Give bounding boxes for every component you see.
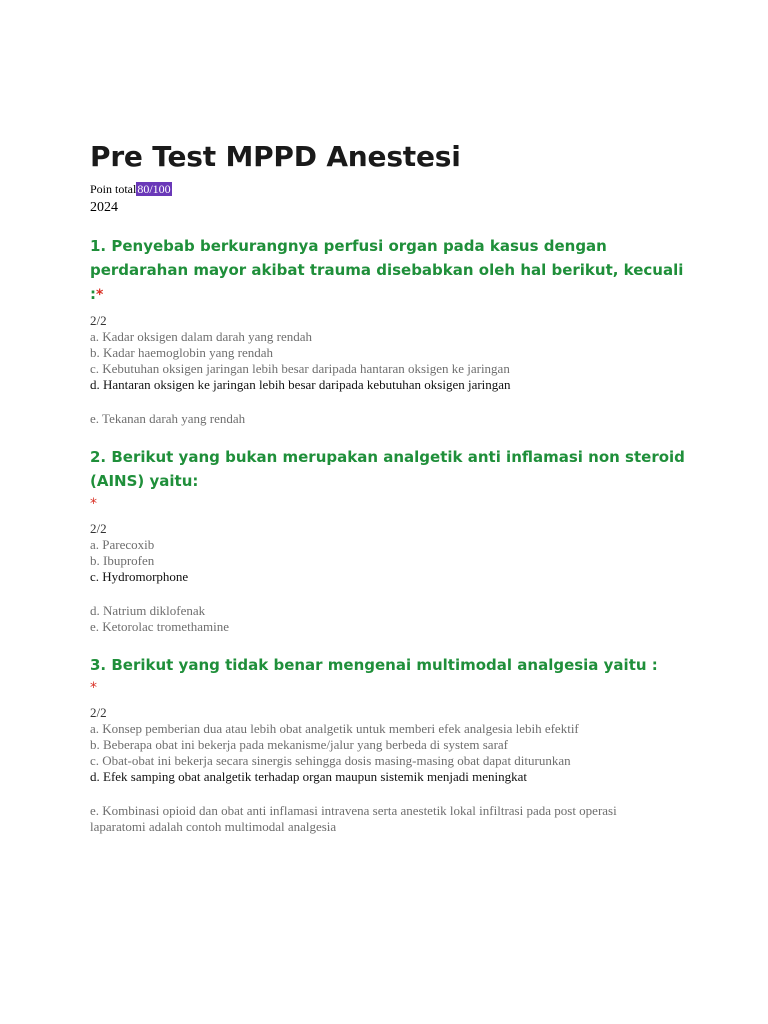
question-3-text: 3. Berikut yang tidak benar mengenai multimodal analgesia yaitu : [90, 656, 658, 674]
question-score: 2/2 [90, 313, 107, 328]
question-1-text: 1. Penyebab berkurangnya perfusi organ pada kasus dengan perdarahan mayor akibat trauma disebabkan oleh hal berikut, kecuali : [90, 237, 684, 303]
total-points-line [90, 181, 690, 197]
required-marker: * [90, 496, 97, 512]
total-points-label: Poin total [90, 182, 137, 196]
option-c[interactable]: c. Kebutuhan oksigen jaringan lebih besar daripada hantaran oksigen ke jaringan [90, 361, 510, 376]
option-c-selected[interactable]: c. Hydromorphone [90, 569, 189, 584]
total-points-value: 80/100 [137, 182, 171, 196]
option-e[interactable]: e. Ketorolac tromethamine [90, 619, 229, 634]
option-d[interactable]: d. Natrium diklofenak [90, 603, 206, 618]
option-b[interactable]: b. Ibuprofen [90, 553, 155, 568]
question-3 [90, 653, 690, 835]
option-b[interactable]: b. Beberapa obat ini bekerja pada mekanisme/jalur yang berbeda di system saraf [90, 737, 509, 752]
option-a[interactable]: a. Kadar oksigen dalam darah yang rendah [90, 329, 312, 344]
year-label: 2024 [90, 200, 118, 215]
question-1 [90, 234, 690, 427]
question-2-text: 2. Berikut yang bukan merupakan analgetik anti inflamasi non steroid (AINS) yaitu: [90, 448, 685, 490]
page-title: Pre Test MPPD Anestesi [90, 140, 461, 173]
option-d-selected[interactable]: d. Hantaran oksigen ke jaringan lebih besar daripada kebutuhan oksigen jaringan [90, 377, 511, 392]
question-score: 2/2 [90, 705, 107, 720]
question-score: 2/2 [90, 521, 107, 536]
option-e[interactable]: e. Kombinasi opioid dan obat anti inflamasi intravena serta anestetik lokal infiltrasi pada post operasi laparatomi adalah contoh multimodal analgesia [90, 803, 617, 834]
option-c[interactable]: c. Obat-obat ini bekerja secara sinergis sehingga dosis masing-masing obat dapat diturunkan [90, 753, 571, 768]
option-b[interactable]: b. Kadar haemoglobin yang rendah [90, 345, 274, 360]
question-2 [90, 445, 690, 635]
option-e[interactable]: e. Tekanan darah yang rendah [90, 411, 246, 426]
option-a[interactable]: a. Konsep pemberian dua atau lebih obat analgetik untuk memberi efek analgesia lebih efektif [90, 721, 579, 736]
required-marker: * [96, 287, 104, 303]
question-text [90, 234, 690, 307]
required-marker: * [90, 680, 97, 696]
option-d-selected[interactable]: d. Efek samping obat analgetik terhadap organ maupun sistemik menjadi meningkat [90, 769, 527, 784]
document-page [90, 138, 690, 835]
option-a[interactable]: a. Parecoxib [90, 537, 155, 552]
